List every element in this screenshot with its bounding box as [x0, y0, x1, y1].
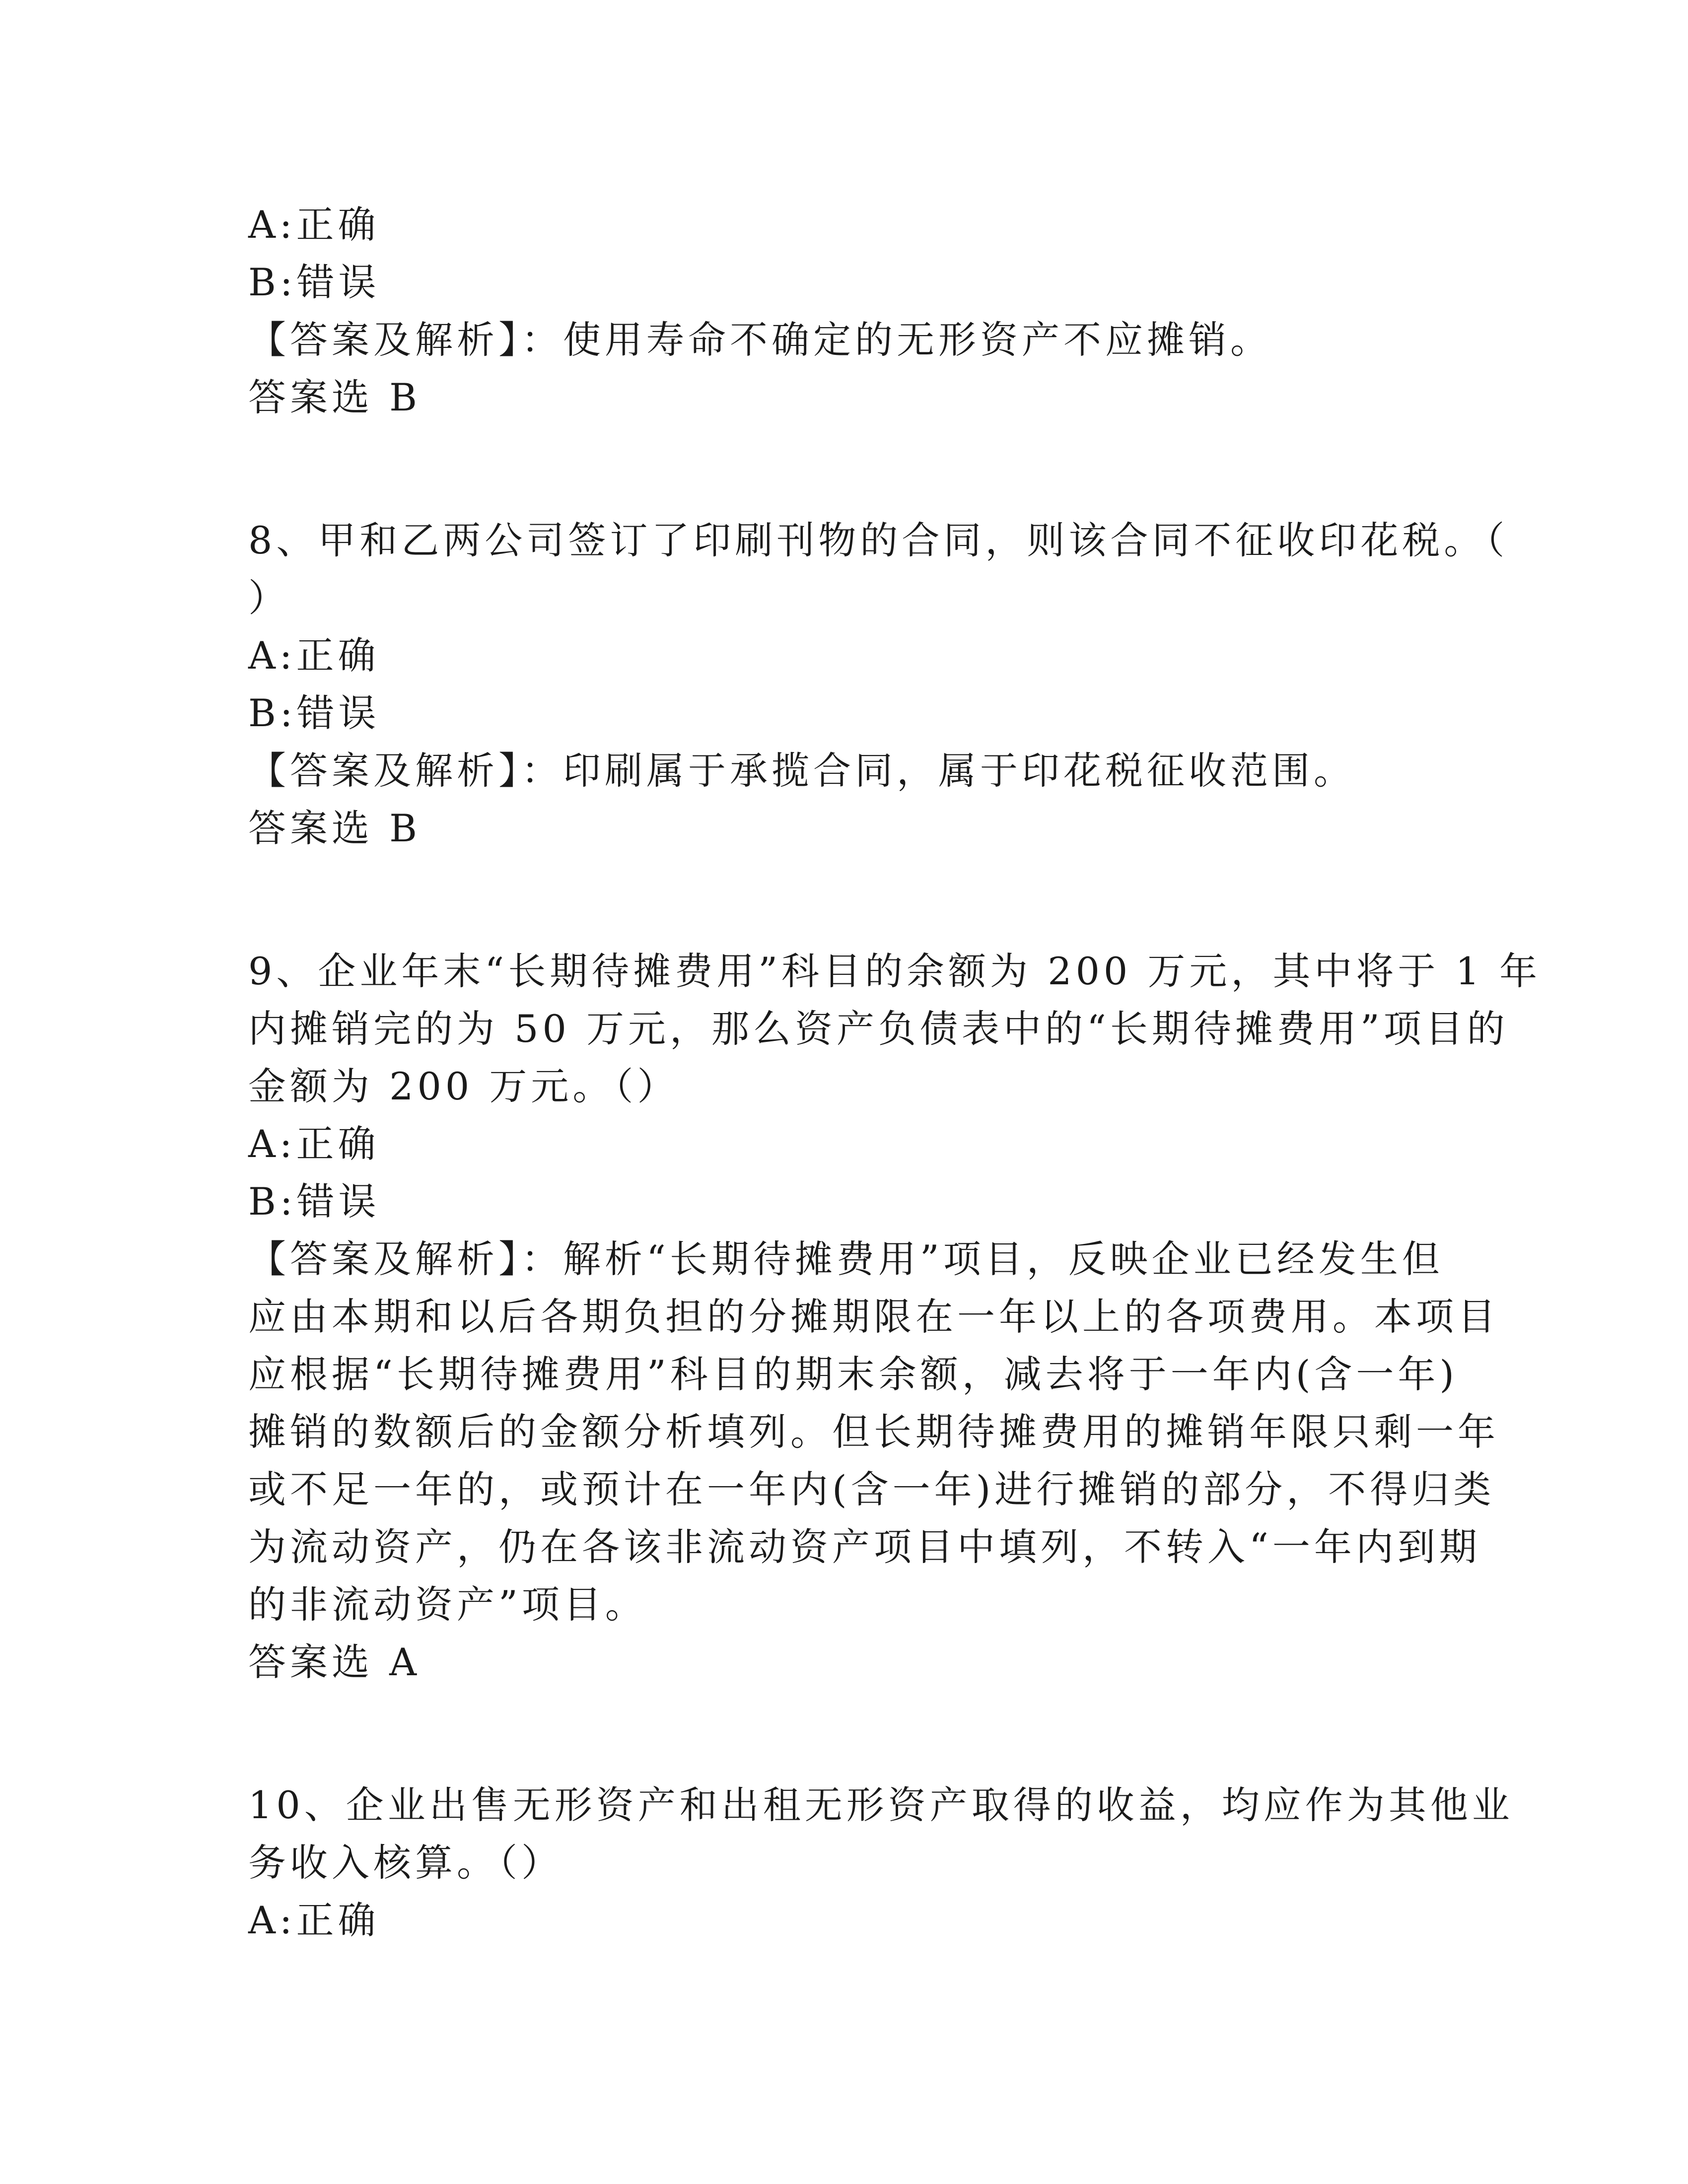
- spacer: [248, 857, 1450, 943]
- q9-explanation-line: 应根据“长期待摊费用”科目的期末余额，减去将于一年内(含一年): [248, 1352, 1459, 1396]
- document-page: [248, 196, 1542, 1949]
- question-9-block: [248, 943, 1542, 1691]
- q10-question-line: 务收入核算。（）: [248, 1841, 563, 1885]
- q8-answer: 答案选 B: [248, 806, 422, 850]
- question-10-block: [248, 1776, 1514, 1949]
- q9-option-a: A:正确: [248, 1122, 380, 1166]
- spacer: [248, 1691, 1450, 1776]
- spacer: [248, 426, 1450, 512]
- q7-explanation: 【答案及解析】：使用寿命不确定的无形资产不应摊销。: [248, 318, 1272, 362]
- q8-explanation: 【答案及解析】：印刷属于承揽合同，属于印花税征收范围。: [248, 749, 1355, 793]
- q9-option-b: B:错误: [248, 1179, 380, 1224]
- q8-option-b: B:错误: [248, 691, 380, 735]
- q8-question-line: ）: [248, 576, 290, 620]
- question-7-block: [248, 196, 1450, 426]
- q8-option-a: A:正确: [248, 633, 380, 678]
- q8-question-line: 8、甲和乙两公司签订了印刷刊物的合同，则该合同不征收印花税。（: [248, 518, 1509, 562]
- q9-question-line: 9、企业年末“长期待摊费用”科目的余额为 200 万元，其中将于 1 年: [248, 949, 1542, 993]
- q7-option-a: A:正确: [248, 203, 380, 247]
- q7-answer: 答案选 B: [248, 375, 422, 419]
- q9-question-line: 内摊销完的为 50 万元，那么资产负债表中的“长期待摊费用”项目的: [248, 1007, 1509, 1051]
- q9-question-line: 金额为 200 万元。（）: [248, 1064, 679, 1108]
- q7-option-b: B:错误: [248, 260, 380, 304]
- q9-explanation-line: 或不足一年的，或预计在一年内(含一年)进行摊销的部分，不得归类: [248, 1467, 1495, 1511]
- q9-explanation-line: 【答案及解析】：解析“长期待摊费用”项目，反映企业已经发生但: [248, 1237, 1444, 1281]
- q9-explanation-line: 的非流动资产”项目。: [248, 1582, 647, 1627]
- q9-explanation-line: 摊销的数额后的金额分析填列。但长期待摊费用的摊销年限只剩一年: [248, 1410, 1499, 1454]
- q10-question-line: 10、企业出售无形资产和出租无形资产取得的收益，均应作为其他业: [248, 1783, 1514, 1827]
- q9-explanation-line: 为流动资产，仍在各该非流动资产项目中填列，不转入“一年内到期: [248, 1525, 1481, 1569]
- question-8-block: [248, 512, 1509, 857]
- q9-explanation-line: 应由本期和以后各期负担的分摊期限在一年以上的各项费用。本项目: [248, 1295, 1499, 1339]
- q10-option-a: A:正确: [248, 1898, 380, 1942]
- q9-answer: 答案选 A: [248, 1640, 421, 1684]
